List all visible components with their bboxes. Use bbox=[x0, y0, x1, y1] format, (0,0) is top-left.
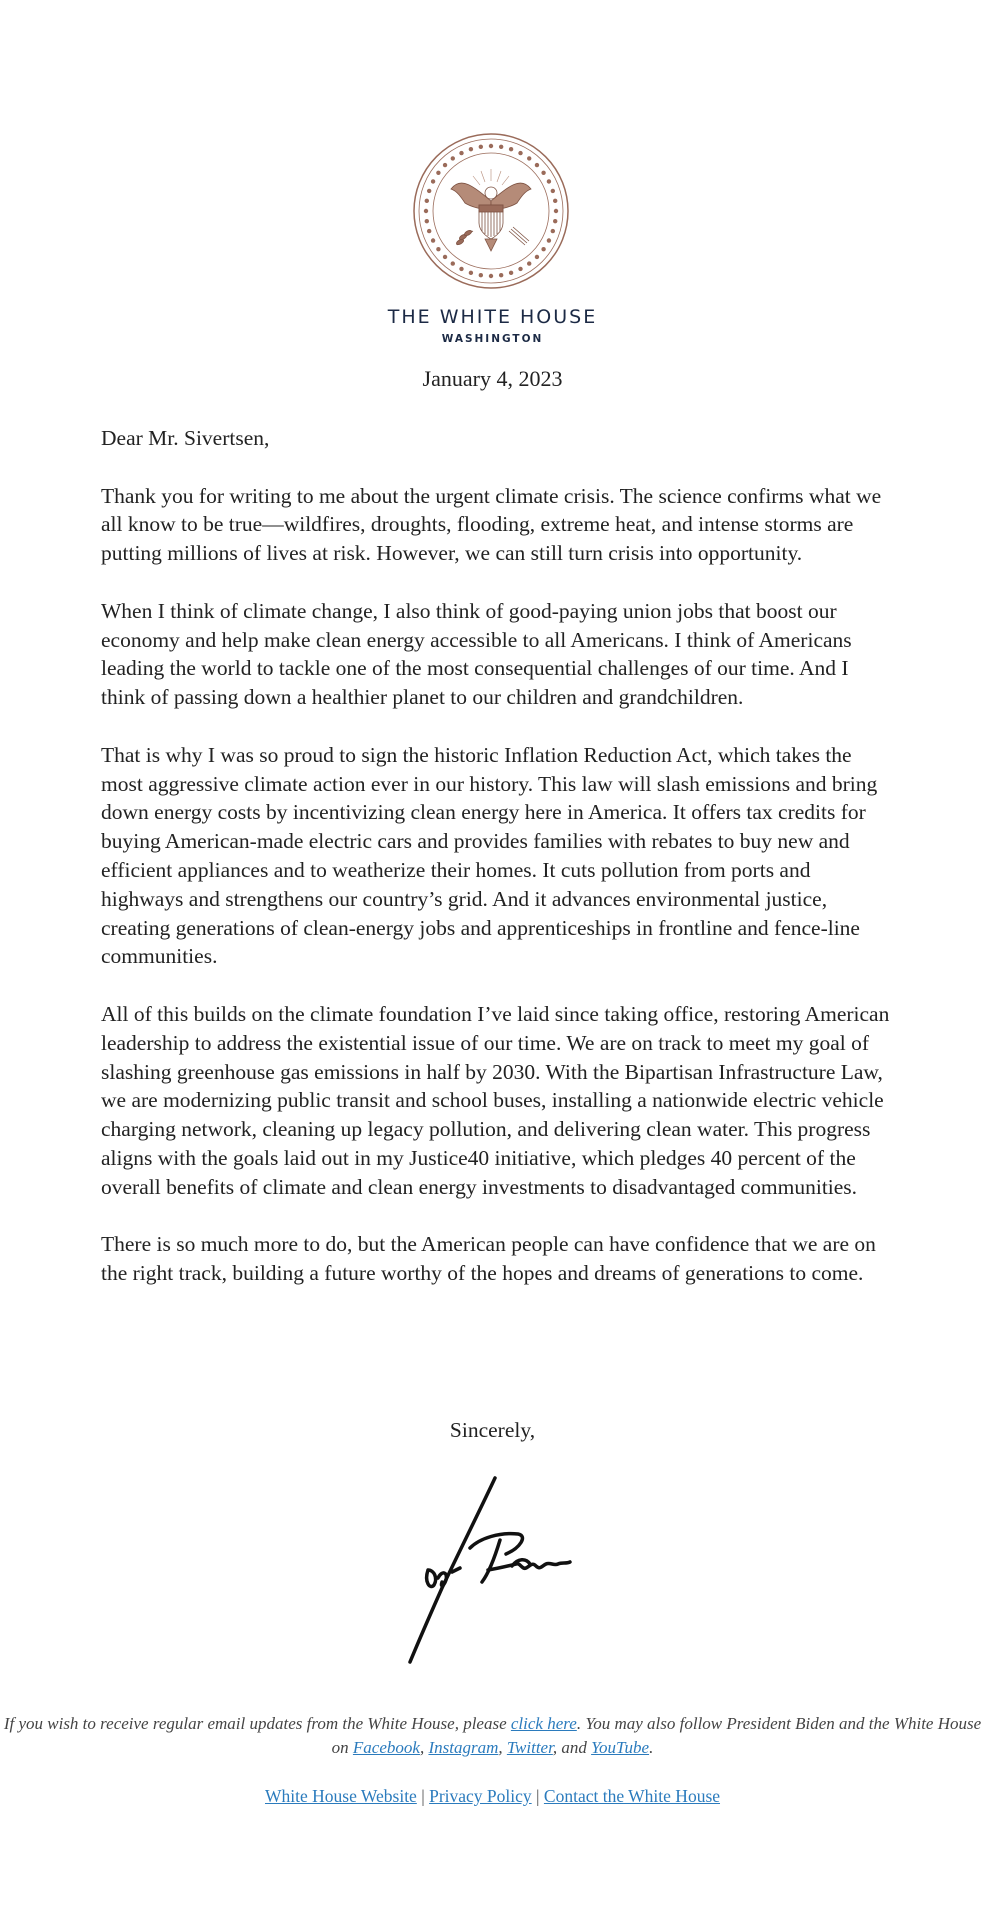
youtube-link[interactable]: YouTube bbox=[591, 1738, 650, 1757]
seal-star bbox=[554, 209, 558, 213]
seal-star bbox=[425, 199, 429, 203]
separator-comma: , bbox=[419, 1738, 429, 1757]
seal-star bbox=[518, 267, 522, 271]
seal-star bbox=[509, 147, 513, 151]
seal-star bbox=[551, 189, 555, 193]
seal-star bbox=[499, 145, 503, 149]
signature-image bbox=[370, 1470, 620, 1670]
paragraph-2: When I think of climate change, I also think of good-paying union jobs that boost our economy and help make clean energy accessible to all Americans. I think of Americans leading the world to tackle one of the most consequential challenges of our time. And I think of passing down a healthier planet to our children and grandchildren. bbox=[101, 598, 852, 710]
seal-star bbox=[479, 273, 483, 277]
click-here-link[interactable]: click here bbox=[510, 1714, 577, 1733]
period: . bbox=[649, 1738, 654, 1757]
separator-comma: , bbox=[498, 1738, 507, 1757]
privacy-policy-link[interactable]: Privacy Policy bbox=[429, 1786, 532, 1806]
seal-star bbox=[489, 274, 493, 278]
seal-star bbox=[424, 209, 428, 213]
footer-note bbox=[0, 1712, 985, 1760]
seal-star bbox=[479, 145, 483, 149]
footer-note-text-2: . You may also follow President Biden and the White House on bbox=[331, 1714, 982, 1757]
seal-star bbox=[469, 271, 473, 275]
page-subtitle: WASHINGTON bbox=[441, 333, 544, 345]
presidential-seal-icon bbox=[411, 131, 571, 291]
facebook-link[interactable]: Facebook bbox=[352, 1738, 420, 1757]
seal-star bbox=[436, 247, 440, 251]
white-house-website-link[interactable]: White House Website bbox=[264, 1786, 417, 1806]
letter-date: January 4, 2023 bbox=[422, 366, 563, 391]
salutation: Dear Mr. Sivertsen, bbox=[101, 426, 270, 450]
seal-star bbox=[553, 219, 557, 223]
seal-star bbox=[431, 238, 435, 242]
seal-star bbox=[451, 261, 455, 265]
seal-star bbox=[489, 144, 493, 148]
seal-star bbox=[499, 273, 503, 277]
instagram-link[interactable]: Instagram bbox=[428, 1738, 499, 1757]
separator-and: , and bbox=[552, 1738, 592, 1757]
paragraph-3: That is why I was so proud to sign the historic Inflation Reduction Act, which takes the most aggressive climate action ever in our history. This law will slash emissions and bring down energy costs by incentivizing clean energy here in America. It offers tax credits for buying American-made electric cars and provides families with rebates to buy new and efficient appliances and to weatherize their homes. It cuts pollution from ports and highways and strengthens our country’s grid. And it advances environmental justice, creating generations of clean-energy jobs and apprenticeships in frontline and fence-line communities. bbox=[101, 742, 878, 969]
seal-star bbox=[469, 147, 473, 151]
seal-star bbox=[518, 151, 522, 155]
contact-white-house-link[interactable]: Contact the White House bbox=[543, 1786, 721, 1806]
link-separator: | bbox=[536, 1786, 540, 1806]
page-title: THE WHITE HOUSE bbox=[387, 306, 598, 328]
seal-star bbox=[553, 199, 557, 203]
footer-note-text: If you wish to receive regular email updates from the White House, please bbox=[3, 1714, 511, 1733]
seal-star bbox=[527, 156, 531, 160]
link-separator: | bbox=[421, 1786, 425, 1806]
footer-links bbox=[0, 1786, 985, 1807]
seal-star bbox=[535, 163, 539, 167]
seal-star bbox=[436, 171, 440, 175]
seal-star bbox=[551, 229, 555, 233]
seal-star bbox=[547, 238, 551, 242]
paragraph-4: All of this builds on the climate foundation I’ve laid since taking office, restoring American leadership to address the existential issue of our time. We are on track to meet my goal of slashing greenhouse gas emissions in half by 2030. With the Bipartisan Infrastructure Law, we are modernizing public transit and school buses, installing a nationwide electric vehicle charging network, cleaning up legacy pollution, and delivering clean water. This progress aligns with the goals laid out in my Justice40 initiative, which pledges 40 percent of the overall benefits of climate and clean energy investments to disadvantaged communities. bbox=[101, 1001, 890, 1199]
seal-star bbox=[425, 219, 429, 223]
seal-star bbox=[541, 171, 545, 175]
seal-star bbox=[535, 255, 539, 259]
seal-star bbox=[459, 151, 463, 155]
closing: Sincerely, bbox=[449, 1418, 536, 1442]
seal-star bbox=[443, 163, 447, 167]
seal-star bbox=[509, 271, 513, 275]
twitter-link[interactable]: Twitter bbox=[506, 1738, 553, 1757]
seal-star bbox=[427, 189, 431, 193]
seal-star bbox=[527, 261, 531, 265]
seal-star bbox=[427, 229, 431, 233]
seal-star bbox=[547, 179, 551, 183]
seal-star bbox=[451, 156, 455, 160]
seal-star bbox=[443, 255, 447, 259]
paragraph-5: There is so much more to do, but the American people can have confidence that we are on the right track, building a future worthy of the hopes and dreams of generations to come. bbox=[101, 1232, 876, 1286]
seal-star bbox=[541, 247, 545, 251]
paragraph-1: Thank you for writing to me about the urgent climate crisis. The science confirms what we all know to be true—wildfires, droughts, flooding, extreme heat, and intense storms are putting millions of lives at risk. However, we can still turn crisis into opportunity. bbox=[101, 483, 882, 566]
letter-body bbox=[101, 424, 891, 1317]
seal-star bbox=[431, 179, 435, 183]
seal-star bbox=[459, 267, 463, 271]
